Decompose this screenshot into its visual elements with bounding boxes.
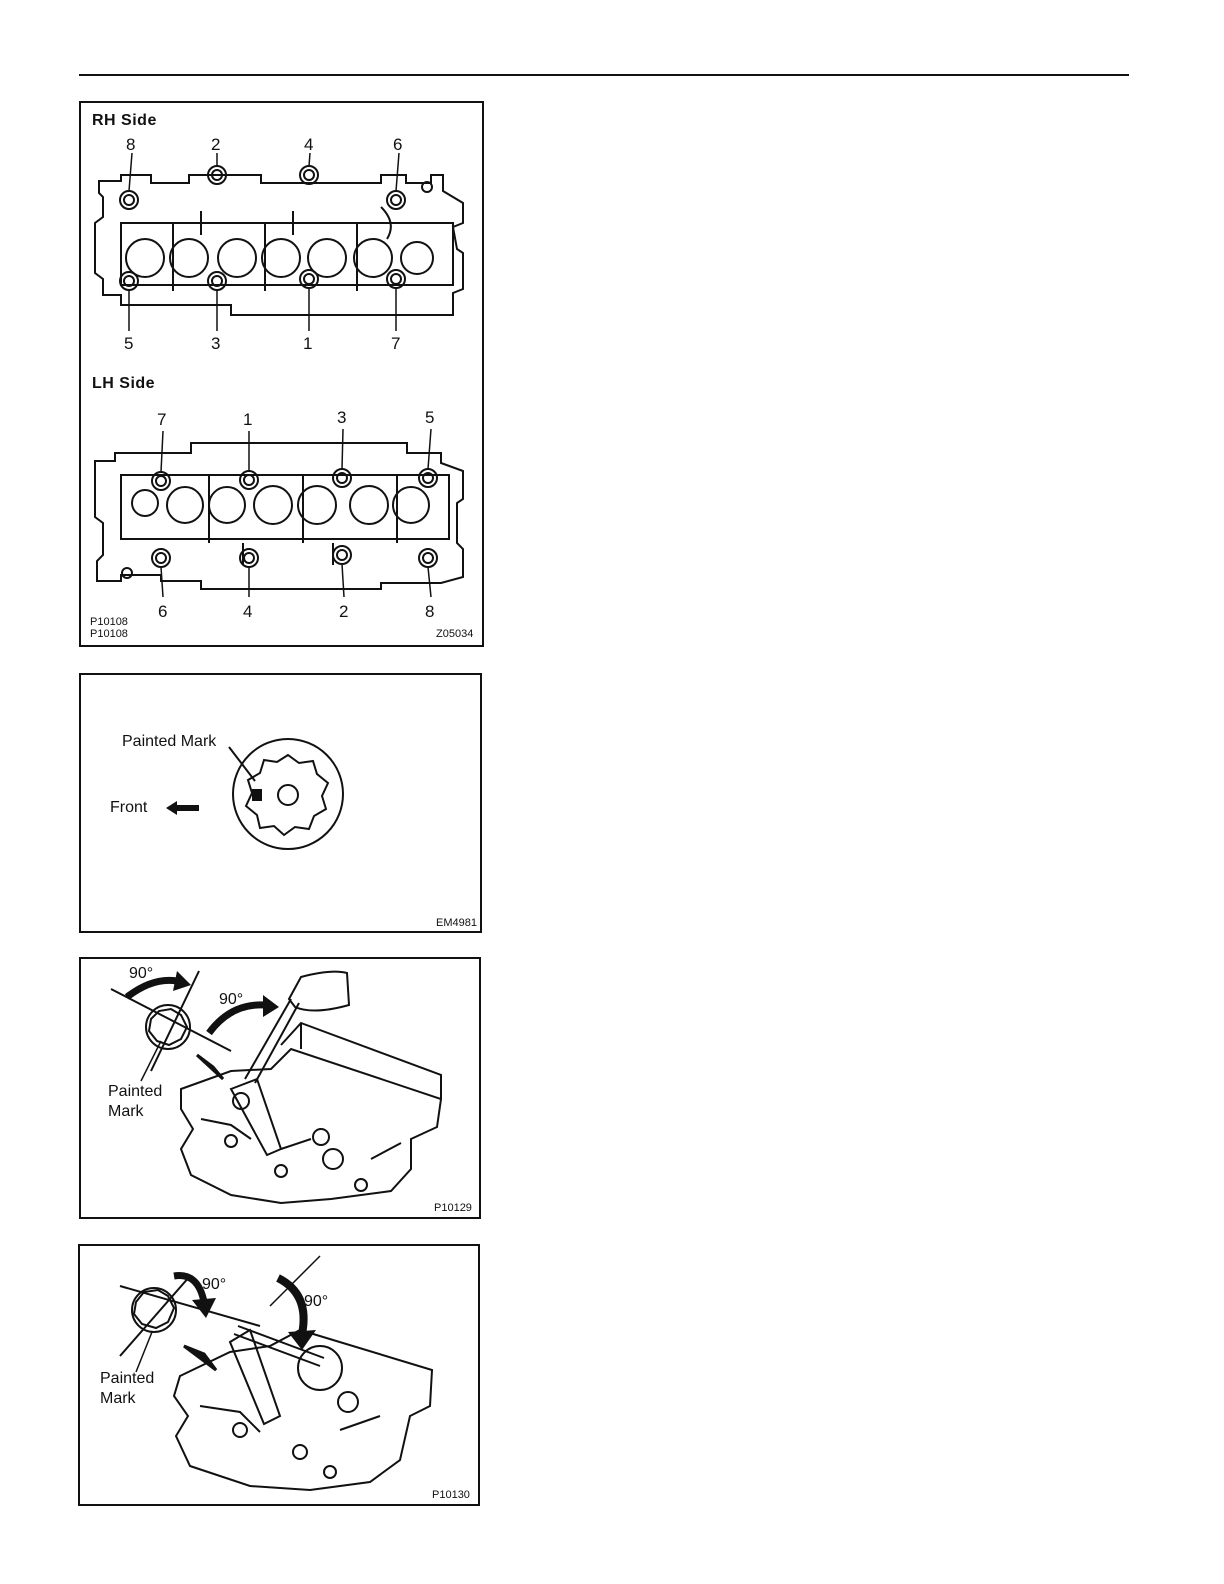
mark-label: Mark: [108, 1103, 144, 1120]
rh-bolt-label-1: 1: [303, 334, 313, 353]
rh-bolt-label-7: 7: [391, 334, 401, 353]
lh-bolt-label-6: 6: [158, 602, 168, 621]
rh-bolt-label-2: 2: [211, 135, 221, 154]
rh-bolt-label-3: 3: [211, 334, 221, 353]
painted-label: Painted: [100, 1370, 155, 1387]
angle-label-b: 90°: [219, 991, 244, 1008]
lh-bolt-label-4: 4: [243, 602, 253, 621]
painted-mark-figure: [79, 673, 482, 933]
cylinder-head-drawing: [81, 103, 482, 645]
lh-bolt-label-8: 8: [425, 602, 435, 621]
lh-bolt-label-2: 2: [339, 602, 349, 621]
painted-label: Painted: [108, 1083, 163, 1100]
figure-code-a: P10108: [90, 616, 128, 628]
rh-bolt-label-8: 8: [126, 135, 136, 154]
lh-bolt-label-7: 7: [157, 410, 167, 429]
bolt-sequence-figure: [79, 101, 484, 647]
lh-side-title: LH Side: [92, 375, 156, 392]
header-rule: [79, 74, 1129, 76]
lh-bolt-label-3: 3: [337, 408, 347, 427]
figure-code: P10129: [434, 1202, 472, 1214]
rh-bolt-label-5: 5: [124, 334, 134, 353]
figure-code-right: Z05034: [436, 628, 474, 640]
mark-label: Mark: [100, 1390, 136, 1407]
lh-bolt-label-5: 5: [425, 408, 435, 427]
second-90-degree-figure: [78, 1244, 480, 1506]
rh-side-title: RH Side: [92, 112, 157, 129]
figure-code: EM4981: [436, 917, 477, 929]
angle-label-a: 90°: [202, 1276, 227, 1293]
figure-code-b: P10108: [90, 628, 128, 640]
angle-label-b: 90°: [304, 1293, 329, 1310]
lh-bolt-label-1: 1: [243, 410, 253, 429]
front-label: Front: [110, 799, 148, 816]
rh-bolt-label-6: 6: [393, 135, 403, 154]
angle-label-a: 90°: [129, 965, 154, 982]
painted-mark-label: Painted Mark: [122, 733, 217, 750]
rh-bolt-label-4: 4: [304, 135, 314, 154]
figure-code: P10130: [432, 1489, 470, 1501]
first-90-degree-figure: [79, 957, 481, 1219]
